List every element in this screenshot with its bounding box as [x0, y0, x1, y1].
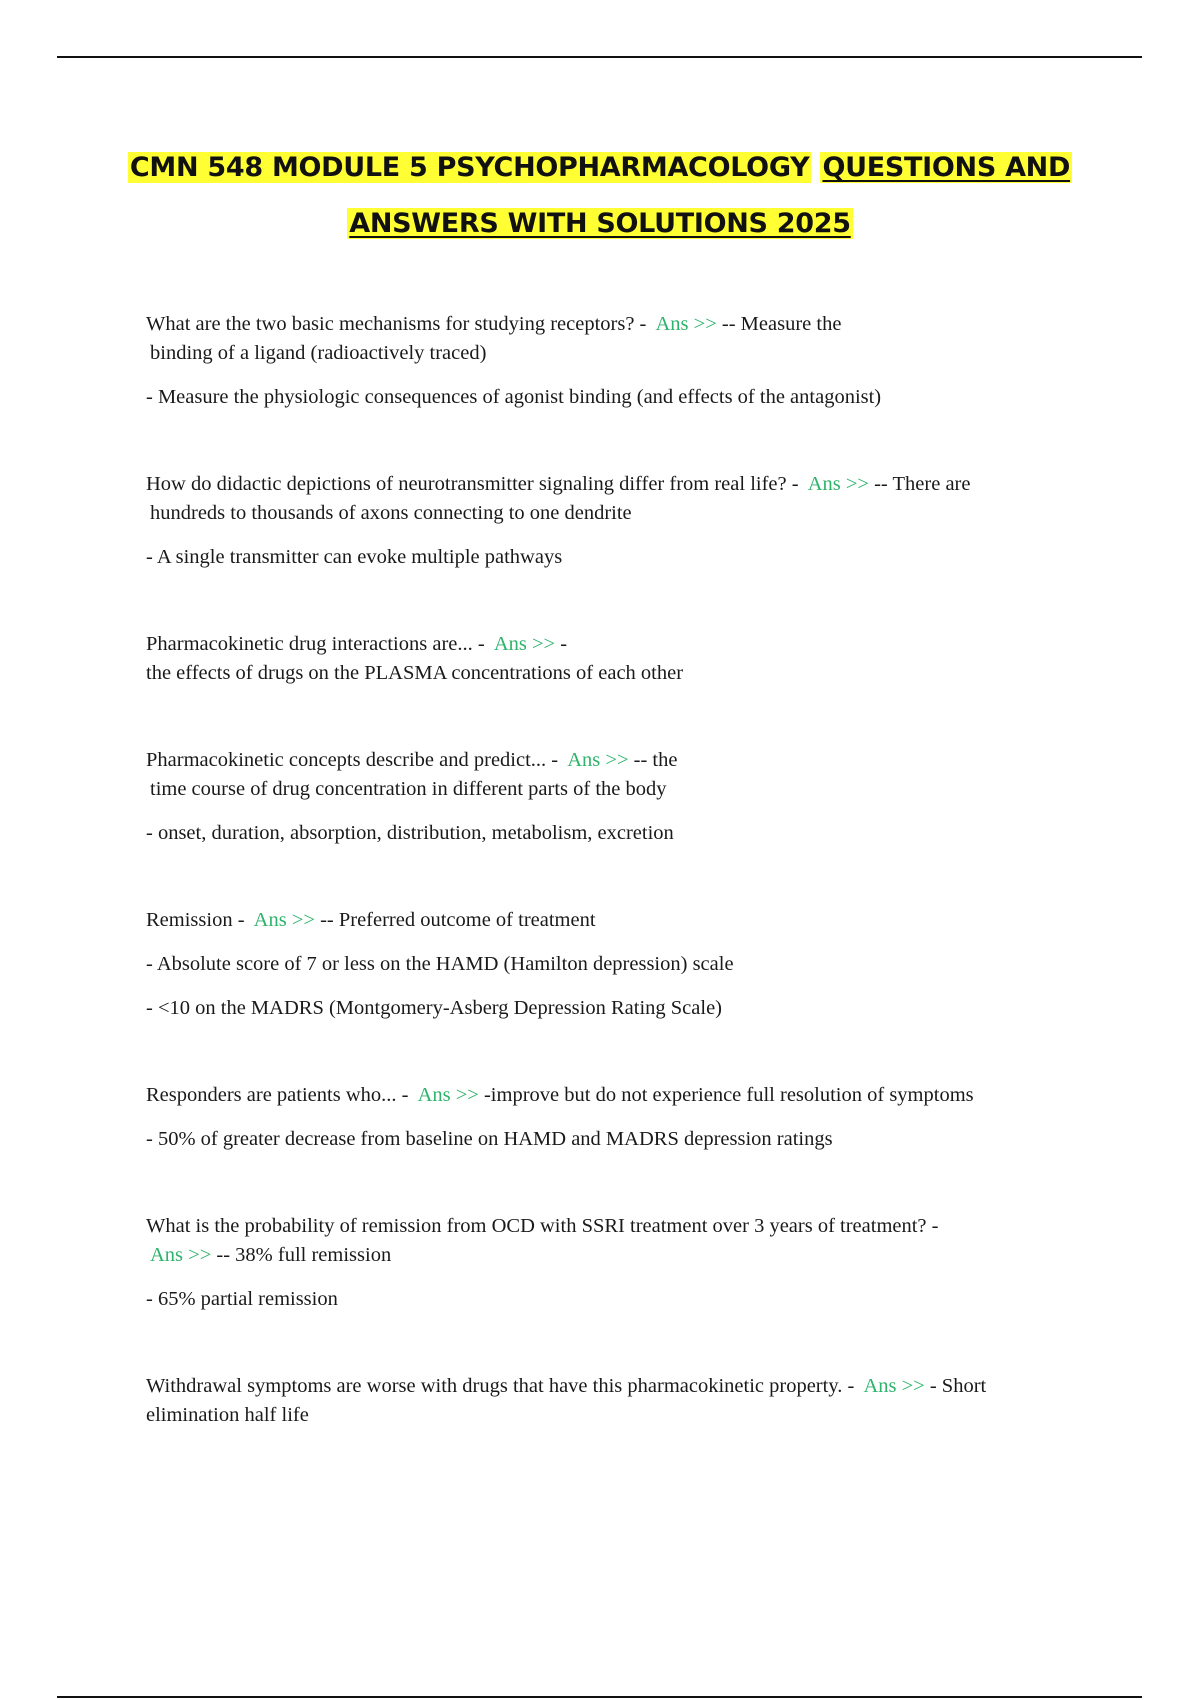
- qa-item: [146, 630, 1076, 688]
- question-text: [146, 1372, 1076, 1430]
- answer-line: - Absolute score of 7 or less on the HAMD (Hamilton depression) scale: [146, 953, 734, 975]
- question-text: [146, 746, 1076, 804]
- ans-label: Ans >>: [150, 1244, 212, 1266]
- qa-item: [146, 1081, 1076, 1154]
- qa-item: [146, 906, 1076, 1023]
- answer-line: - <10 on the MADRS (Montgomery-Asberg Depression Rating Scale): [146, 997, 722, 1019]
- answer-line: - onset, duration, absorption, distribution, metabolism, excretion: [146, 822, 674, 844]
- answer-continued: elimination half life: [146, 1404, 309, 1426]
- answer-line: - 65% partial remission: [146, 1288, 338, 1310]
- answer-line: - 50% of greater decrease from baseline on HAMD and MADRS depression ratings: [146, 1128, 833, 1150]
- answer-inline: -- the: [633, 749, 678, 771]
- qa-list: [146, 310, 1076, 1430]
- title-text-1a: CMN 548 MODULE 5 PSYCHOPHARMACOLOGY: [129, 152, 810, 183]
- question: What are the two basic mechanisms for studying receptors? -: [146, 313, 647, 335]
- answer-line: - Measure the physiologic consequences of agonist binding (and effects of the antagonist): [146, 386, 882, 408]
- question-text: [146, 1081, 1076, 1110]
- question-text: [146, 1212, 1076, 1270]
- answer-continued: binding of a ligand (radioactively traced): [150, 342, 487, 364]
- qa-item: [146, 1372, 1076, 1430]
- question-text: [146, 630, 1076, 688]
- ans-label: Ans >>: [493, 633, 556, 655]
- title-line-1: [0, 140, 1200, 196]
- answer-inline: -- There are: [874, 473, 971, 495]
- title-text-2: ANSWERS WITH SOLUTIONS 2025: [349, 208, 851, 239]
- answer-continued: the effects of drugs on the PLASMA concentrations of each other: [146, 662, 684, 684]
- ans-label: Ans >>: [417, 1084, 479, 1106]
- bottom-rule: [57, 1696, 1142, 1698]
- answer-inline: - Short: [929, 1375, 987, 1397]
- document-title: [0, 140, 1200, 252]
- question: Pharmacokinetic concepts describe and predict... -: [146, 749, 559, 771]
- title-text-1b: QUESTIONS AND: [822, 152, 1071, 183]
- answer-continued: time course of drug concentration in different parts of the body: [150, 778, 667, 800]
- question: Remission -: [146, 909, 245, 931]
- question-text: [146, 310, 1076, 368]
- answer-inline: -improve but do not experience full resolution of symptoms: [483, 1084, 974, 1106]
- question-text: [146, 906, 1076, 935]
- answer-continued: hundreds to thousands of axons connecting to one dendrite: [150, 502, 632, 524]
- ans-label: Ans >>: [655, 313, 717, 335]
- question: How do didactic depictions of neurotransmitter signaling differ from real life? -: [146, 473, 799, 495]
- ans-label: Ans >>: [807, 473, 869, 495]
- top-rule: [57, 56, 1142, 58]
- question-text: [146, 470, 1076, 528]
- qa-item: [146, 746, 1076, 848]
- question: Withdrawal symptoms are worse with drugs that have this pharmacokinetic property. -: [146, 1375, 855, 1397]
- qa-item: [146, 310, 1076, 412]
- title-line-2: [0, 196, 1200, 252]
- qa-item: [146, 1212, 1076, 1314]
- question: Pharmacokinetic drug interactions are... -: [146, 633, 485, 655]
- qa-item: [146, 470, 1076, 572]
- answer-inline: -: [560, 633, 568, 655]
- question: What is the probability of remission from OCD with SSRI treatment over 3 years of treatment? -: [146, 1215, 939, 1237]
- answer-inline: -- Measure the: [721, 313, 842, 335]
- answer-continued: -- 38% full remission: [216, 1244, 392, 1266]
- answer-inline: -- Preferred outcome of treatment: [320, 909, 596, 931]
- answer-line: - A single transmitter can evoke multiple pathways: [146, 546, 563, 568]
- ans-label: Ans >>: [567, 749, 629, 771]
- question: Responders are patients who... -: [146, 1084, 409, 1106]
- ans-label: Ans >>: [863, 1375, 925, 1397]
- ans-label: Ans >>: [253, 909, 315, 931]
